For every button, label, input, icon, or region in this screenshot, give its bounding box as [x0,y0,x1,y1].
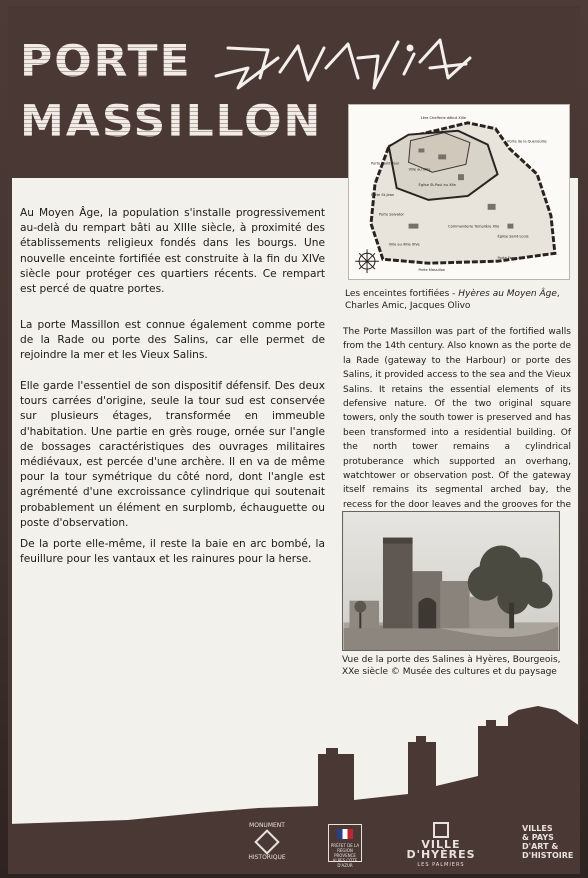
map-label: Porte de la Quenouille [507,139,547,144]
map-label: Porte Massillon [418,268,446,273]
fortification-map [348,104,570,280]
map-label: 1ère Chefferie début XIIIe [420,115,467,120]
hyeres-emblem-icon [433,822,449,838]
french-paragraph-2: La porte Massillon est connue également comme porte de la Rade ou porte des Salins, car elle permet de rejoindre la mer et les Vieux Salins. [20,319,325,362]
information-sign [8,6,580,874]
title-line-2: MASSILLON [20,96,323,147]
french-paragraph-3: Elle garde l'essentiel de son dispositif défensif. Des deux tours carrées d'origine, seule la tour sud est conservée sur plusieurs étages, transformée en immeuble d'habitation. Une partie en grès rouge, ornée sur l'angle de bossages caractéristiques des ouvrages militaires médiévaux, est percée d'une archère. Il en va de même pour la tour symétrique du côté nord, dont l'angle est agrémenté d'une excroissance cylindrique qui soutenait probablement un élément en surplomb, échauguette ou poste d'observation. [20,380,325,529]
rampart-skyline [8,696,580,874]
ville-hyeres-logo: VILLE D'HYÈRES LES PALMIERS [406,822,476,870]
prefecture-logo: PRÉFET DE LA RÉGION PROVENCE ALPES CÔTE D'AZUR [328,824,362,862]
french-paragraph-1: Au Moyen Âge, la population s'installe progressivement au-delà du rempart bâti au XIIIe siècle, à proximité des établissements religieux fondés dans les bourgs. Une nouvelle enceinte fortifiée est construite à la fin du XIVe siècle pour protéger ces quartiers récents. Ce rempart est percé de quatre portes. [20,207,325,296]
graffiti-tag [208,28,478,98]
map-label: Ville au XIIIe XIVe [388,242,420,247]
english-text: The Porte Massillon was part of the fortified walls from the 14th century. Also known as the porte de la Rade (gateway to the Harbour) or porte des Salins, it provided access to the sea and the Vieux Salins. It retains the essential elements of its defensive nature. Of the two original square towers, only the south tower is preserved and has been transformed into a residential building. Of the north tower remains a cylindrical protuberance which supported an overhang, watchtower or observation post. Of the gateway itself remains its segmental arched bay, the recess for the door leaves and the grooves for the [343,327,571,510]
vpah-logo: VILLES & PAYS D'ART & D'HISTOIRE [522,824,574,860]
map-label: Église St-Paul au XIIe [418,183,456,188]
historic-photo [342,511,560,651]
map-label: Porte St-Jean [371,192,395,197]
title-line-1: PORTE [20,36,192,87]
map-label: Ville au XIIIe [408,167,431,172]
photo-caption: Vue de la porte des Salines à Hyères, Bourgeois, XXe siècle © Musée des cultures et du paysage [342,655,561,677]
monument-emblem-icon [254,829,279,854]
monument-historique-logo: MONUMENT HISTORIQUE [248,822,286,861]
french-flag-icon [337,829,353,839]
map-label: Porte Saint-Paul [371,161,400,166]
map-label: Porte Fenouillet [497,256,526,261]
map-label: Porte Salvator [378,212,404,217]
map-label: Commanderie Templière XIIe [448,224,500,229]
map-label: Église Saint-Louis [497,234,529,239]
french-paragraph-4: De la porte elle-même, il reste la baie en arc bombé, la feuillure pour les vantaux et les rainures pour la herse. [20,538,325,566]
map-caption: Les enceintes fortifiées - Hyères au Moyen Âge, Charles Amic, Jacques Olivo [345,289,560,311]
